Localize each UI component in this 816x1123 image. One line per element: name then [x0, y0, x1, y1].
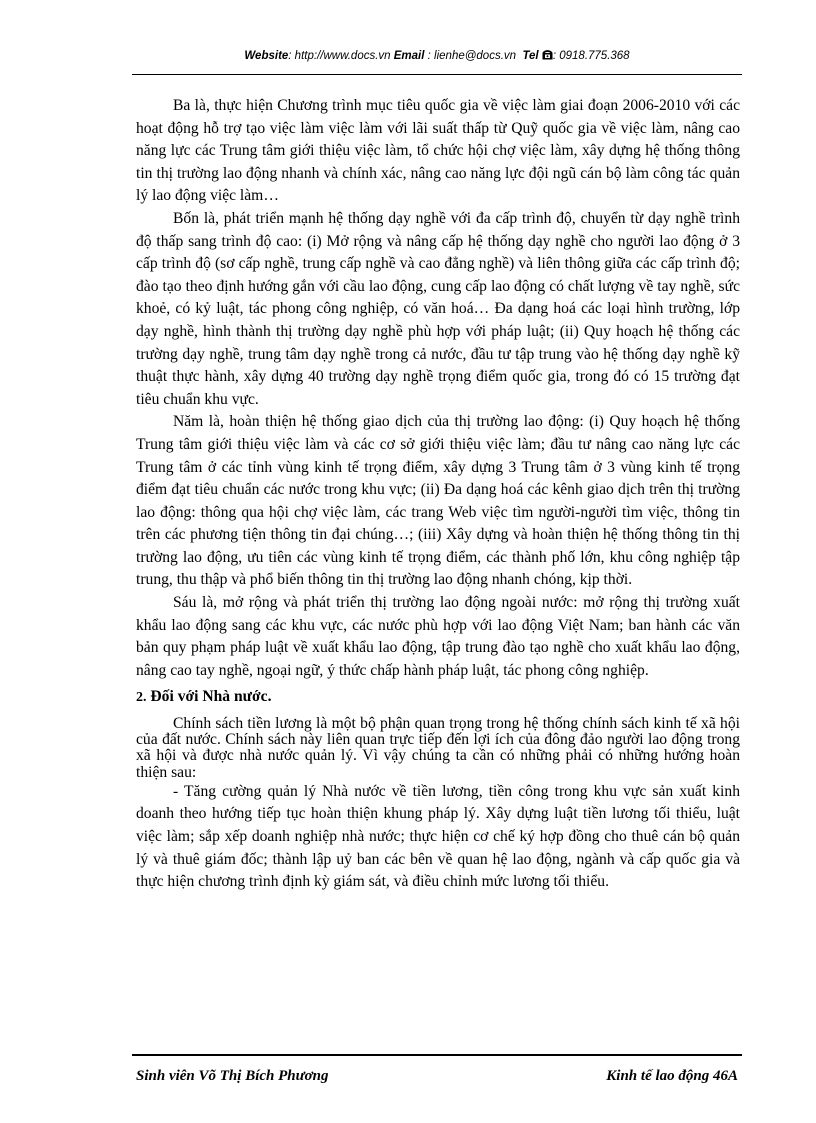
footer-author: Sinh viên Võ Thị Bích Phương [136, 1068, 329, 1084]
tel-value[interactable]: : 0918.775.368 [552, 50, 630, 62]
section-paragraph-intro: Chính sách tiền lương là một bộ phận quan trọng trong hệ thống chính sách kinh tế xã hội của đất nước. Chính sách này liên quan trực tiếp đến lợi ích của đông đảo người lao động trong xã hội và được nhà nước quản lý. Vì vậy chúng ta cần có những phải có những hướng hoàn thiện sau: [136, 715, 740, 781]
section-heading [136, 686, 740, 710]
page-header [132, 44, 742, 75]
paragraph-sau-la: Sáu là, mở rộng và phát triển thị trường lao động ngoài nước: mở rộng thị trường xuất khẩu lao động sang các khu vực, các nước phù hợp với lao động Việt Nam; ban hành các văn bản quy phạm pháp luật về xuất khẩu lao động, tập trung đào tạo nghề cho xuất khẩu lao động, nâng cao tay nghề, ngoại ngữ, ý thức chấp hành pháp luật, tác phong công nghiệp. [136, 594, 740, 679]
section-number: 2. [136, 690, 147, 706]
email-value[interactable]: : lienhe@docs.vn [424, 50, 517, 62]
document-body [136, 95, 740, 894]
paragraph-ba-la: Ba là, thực hiện Chương trình mục tiêu quốc gia về việc làm giai đoạn 2006-2010 với các hoạt động hỗ trợ tạo việc làm việc làm với lãi suất thấp từ Quỹ quốc gia về việc làm, nâng cao năng lực các Trung tâm giới thiệu việc làm, tổ chức hội chợ việc làm, xây dựng hệ thống thông tin thị trường lao động nhanh và chính xác, nâng cao năng lực đội ngũ cán bộ làm công tác quản lý lao động việc làm… [136, 97, 740, 205]
section-body [136, 716, 740, 894]
website-value[interactable]: : http://www.docs.vn [288, 50, 391, 62]
footer-course: Kinh tế lao động 46A [606, 1068, 738, 1084]
paragraph-nam-la: Năm là, hoàn thiện hệ thống giao dịch của thị trường lao động: (i) Quy hoạch hệ thống Trung tâm giới thiệu việc làm và các cơ sở giới thiệu việc làm; đầu tư nâng cao năng lực các Trung tâm ở các tỉnh vùng kinh tế trọng điểm, xây dựng 3 Trung tâm ở 3 vùng kinh tế trọng điểm đạt tiêu chuẩn các nước trong khu vực; (ii) Đa dạng hoá các kênh giao dịch trên thị trường lao động: thông qua hội chợ việc làm, các trang Web việc tìm người-người tìm việc, thông tin trên các phương tiện thông tin đại chúng…; (iii) Xây dựng và hoàn thiện hệ thống thông tin thị trường lao động, ưu tiên các vùng kinh tế trọng điểm, các thành phố lớn, khu công nghiệp tập trung, thu thập và phổ biến thông tin thị trường lao động nhanh chóng, kịp thời. [136, 413, 740, 589]
paragraph-bon-la: Bốn là, phát triển mạnh hệ thống dạy nghề với đa cấp trình độ, chuyển từ dạy nghề trình độ thấp sang trình độ cao: (i) Mở rộng và nâng cấp hệ thống dạy nghề cho người lao động ở 3 cấp trình độ (sơ cấp nghề, trung cấp nghề và cao đẳng nghề) và liên thông giữa các cấp trình độ; đào tạo theo định hướng gắn với cầu lao động, cung cấp lao động có chất lượng về tay nghề, sức khoẻ, có kỷ luật, tác phong công nghiệp, có văn hoá… Đa dạng hoá các loại hình trường, lớp dạy nghề, hình thành thị trường dạy nghề phù hợp với pháp luật; (ii) Quy hoạch hệ thống các trường dạy nghề, trung tâm dạy nghề trong cả nước, đầu tư tập trung vào hệ thống dạy nghề kỹ thuật thực hành, xây dựng 40 trường dạy nghề trọng điểm quốc gia, trong đó có 15 trường đạt tiêu chuẩn khu vực. [136, 209, 740, 408]
email-label: Email [393, 50, 425, 62]
website-label: Website [244, 50, 289, 62]
phone-icon [542, 50, 553, 60]
page-footer [132, 1054, 742, 1085]
section-paragraph-wage-management: - Tăng cường quản lý Nhà nước về tiền lương, tiền công trong khu vực sản xuất kinh doanh theo hướng tiếp tục hoàn thiện khung pháp lý. Xây dựng luật tiền lương tối thiểu, luật việc làm; sắp xếp doanh nghiệp nhà nước; thực hiện cơ chế ký hợp đồng cho thuê cán bộ quản lý và thuê giám đốc; thành lập uỷ ban các bên về quan hệ lao động, ngành và cấp quốc gia và thực hiện chương trình định kỳ giám sát, và điều chỉnh mức lương tối thiểu. [136, 782, 740, 891]
header-contact-line [132, 44, 742, 62]
section-title: Đối với Nhà nước. [150, 688, 272, 706]
tel-label: Tel [522, 50, 539, 62]
